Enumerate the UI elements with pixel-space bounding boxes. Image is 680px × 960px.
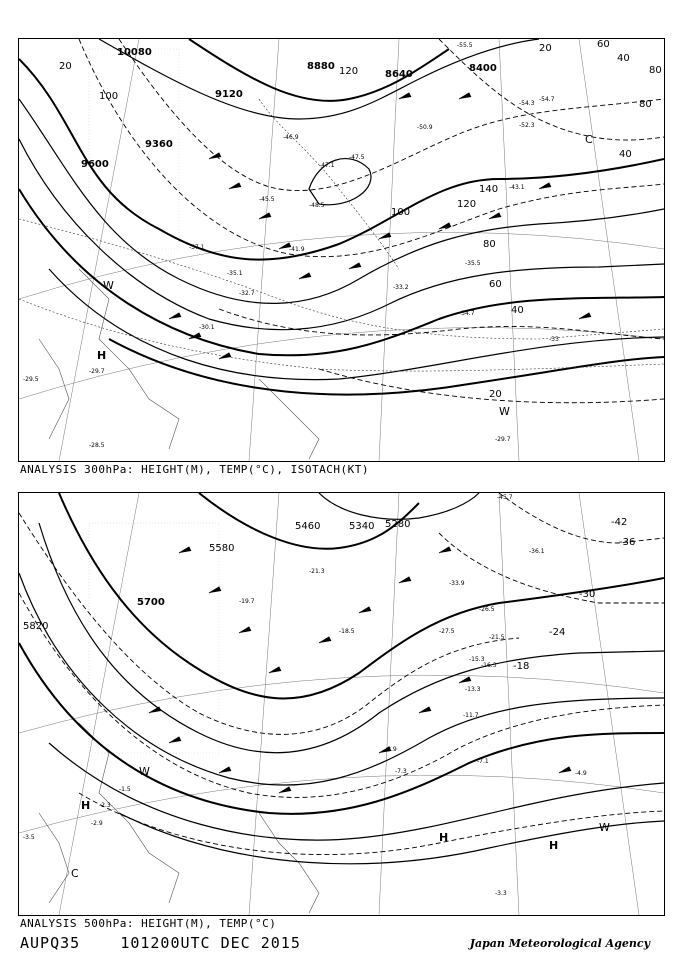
height-label: 5820 [23,621,49,632]
temp-value: -43.1 [509,184,525,191]
height-label: 5280 [385,519,411,530]
height-label: 8400 [469,63,497,74]
temp-value: -46.9 [283,134,299,141]
isotherm-label: -42 [611,517,628,528]
temp-value: -1.5 [119,786,131,793]
temp-value: -54.3 [519,100,535,107]
caption-300hpa: ANALYSIS 300hPa: HEIGHT(M), TEMP(°C), ISOTACH(KT) [20,463,370,476]
temp-value: -3.5 [23,834,35,841]
height-label: 5340 [349,521,375,532]
temp-value: -47.1 [319,162,335,169]
temp-value: -50.9 [417,124,433,131]
map-500hpa-svg [19,493,664,915]
height-label: 5580 [209,543,235,554]
temperature-values [23,42,559,449]
isotach-label: 20 [539,43,552,54]
temp-value: -2.9 [91,820,103,827]
height-label: 9120 [215,89,243,100]
temp-value: -27.5 [439,628,455,635]
temp-value: -26.5 [479,606,495,613]
temp-value: -7.1 [477,758,489,765]
caption-500hpa: ANALYSIS 500hPa: HEIGHT(M), TEMP(°C) [20,917,277,930]
temp-value: -33 [549,336,559,343]
temp-value: -45.5 [259,196,275,203]
isotach-label: 20 [489,389,502,400]
temp-value: -16.3 [481,662,497,669]
isotach-label: 80 [649,65,662,76]
temp-value: -29.7 [89,368,105,375]
temp-value: -35.5 [465,260,481,267]
isotherm-label: -18 [513,661,530,672]
wind-barbs [149,547,571,793]
height-label: 8880 [307,61,335,72]
temp-value: -3.3 [495,890,507,897]
agency-name: Japan Meteorological Agency [469,937,650,950]
graticule [19,493,664,915]
temp-value: -29.7 [495,436,511,443]
temp-value: -30.1 [199,324,215,331]
isotach-label: 40 [619,149,632,160]
product-id: AUPQ35 [20,934,81,952]
warm-marker: W [139,765,150,778]
height-label: 5460 [295,521,321,532]
isotach-label: 100 [99,91,119,102]
temp-value: -45.7 [497,494,513,501]
isotherm-label: -24 [549,627,566,638]
high-pressure-marker: H [439,831,449,844]
temp-value: -7.3 [395,768,407,775]
temp-value: -21.5 [489,634,505,641]
cold-marker: C [71,867,79,880]
temp-value: -18.5 [339,628,355,635]
temp-value: -13.3 [465,686,481,693]
isotach-label: 20 [59,61,72,72]
high-pressure-marker: H [549,839,559,852]
temp-value: -21.3 [309,568,325,575]
isotherm-label: -36 [619,537,636,548]
height-label: 8640 [385,69,413,80]
isotach-label: 120 [339,66,359,77]
isotach-label: 60 [597,39,610,50]
height-label: 10080 [117,47,152,58]
temp-value: -11.7 [463,712,479,719]
temp-value: -19.7 [239,598,255,605]
temp-value: -52.3 [519,122,535,129]
temp-value: -2.3 [99,802,111,809]
warm-marker: W [103,279,114,292]
temp-value: -35.1 [227,270,243,277]
map-panel-300hpa [18,38,665,462]
isotherm-labels [513,517,635,672]
temp-value: -15.3 [469,656,485,663]
cold-marker: C [585,133,593,146]
map-panel-500hpa [18,492,665,916]
height-label: 5700 [137,597,165,608]
height-label: 9600 [81,159,109,170]
temp-value: -8.9 [385,746,397,753]
jet-shading [89,523,219,753]
isotach-label: 40 [617,53,630,64]
chart-identifier [20,934,301,952]
high-pressure-marker: H [97,349,107,362]
temp-value: -41.9 [289,246,305,253]
pressure-centers [71,765,610,880]
isotach-label: 140 [479,184,499,195]
temp-value: -32.7 [239,290,255,297]
temp-value: -37.1 [189,244,205,251]
map-300hpa-svg [19,39,664,461]
isotach-label: 40 [511,305,524,316]
isotherm-label: -30 [579,589,596,600]
temp-value: -48.5 [309,202,325,209]
isotach-label: 60 [489,279,502,290]
temp-value: -33.2 [393,284,409,291]
coastline [39,269,319,459]
temp-value: -28.5 [89,442,105,449]
temp-value: -55.5 [457,42,473,49]
temp-value: -34.7 [459,310,475,317]
temp-value: -54.7 [539,96,555,103]
graticule [19,39,664,461]
temp-value: -4.9 [575,770,587,777]
wind-barbs [169,93,591,359]
isotach-label: 80 [483,239,496,250]
temp-value: -29.5 [23,376,39,383]
warm-marker: W [499,405,510,418]
isotach-label: 80 [639,99,652,110]
height-contours [19,493,664,864]
valid-time: 101200UTC DEC 2015 [120,934,301,952]
warm-marker: W [599,821,610,834]
height-label: 9360 [145,139,173,150]
isotach-label: 100 [391,207,411,218]
temp-value: -47.5 [349,154,365,161]
temp-value: -33.9 [449,580,465,587]
isotach-label: 120 [457,199,477,210]
temp-value: -36.1 [529,548,545,555]
height-labels [23,519,410,632]
high-pressure-marker: H [81,799,91,812]
